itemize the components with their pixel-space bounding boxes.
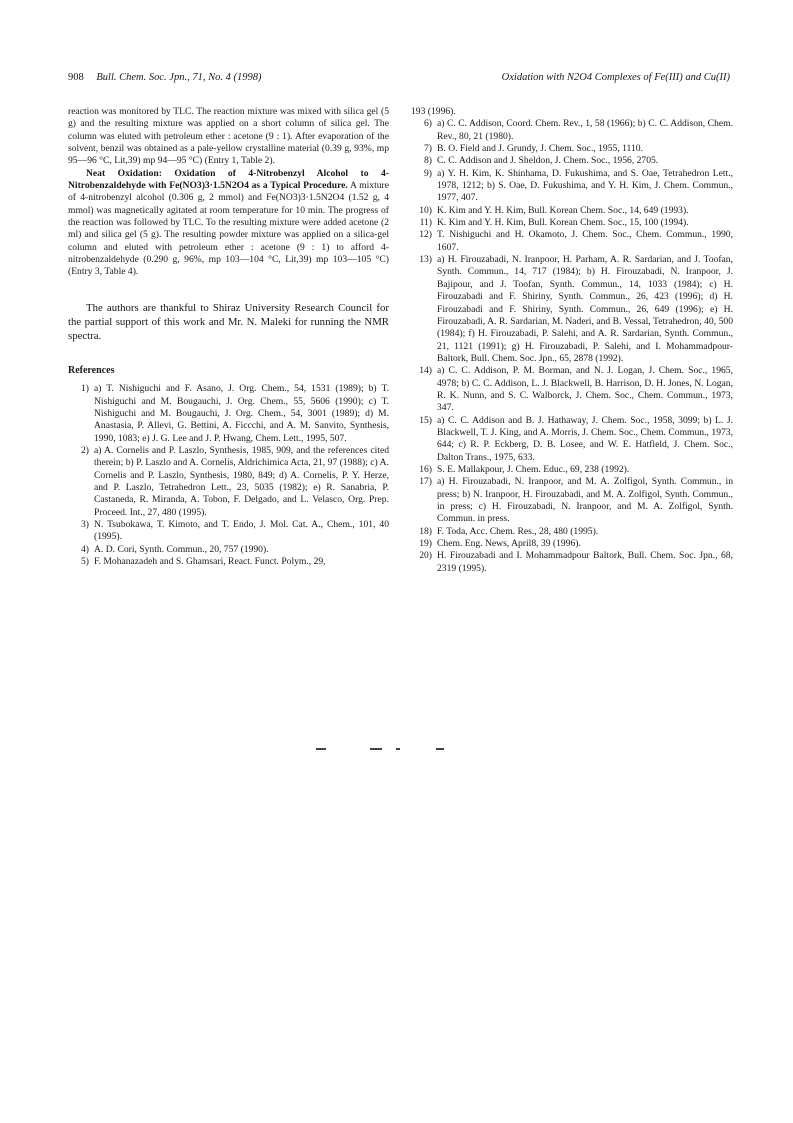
reference-item: [411, 415, 733, 464]
header-left: [68, 72, 261, 83]
reference-item: [68, 544, 389, 556]
left-column: [68, 106, 389, 568]
reference-text: F. Mohanazadeh and S. Ghamsari, React. Funct. Polym., 29,: [94, 555, 326, 567]
reference-number: 1): [81, 383, 89, 395]
reference-number: 10): [419, 204, 432, 216]
reference-number: 7): [424, 143, 432, 155]
reference-text: K. Kim and Y. H. Kim, Bull. Korean Chem. Soc., 15, 100 (1994).: [437, 217, 689, 229]
reference-item: [411, 155, 733, 167]
divider-dash: [396, 748, 400, 750]
reference-text: a) T. Nishiguchi and F. Asano, J. Org. Chem., 54, 1531 (1989); b) T. Nishiguchi and M. Bougauchi, J. Org. Chem., 55, 5606 (1990); c) T. Nishiguchi and M. Bougauchi, J. Org. Chem., 54, 3001 (1989); d) M. Anastasia, P. Allevi, G. Bettini, A. Ficcchi, and A. M. Sanvito, Synthesis, 1990, 1083; e) J. G. Lee and J. P. Hwang, Chem. Lett., 1995, 507.: [94, 383, 389, 444]
reference-item: [411, 143, 733, 155]
reference-item: [411, 254, 733, 365]
reference-number: 9): [424, 167, 432, 179]
reference-number: 6): [424, 118, 432, 130]
right-column: [411, 106, 733, 575]
reference-number: 4): [81, 543, 89, 555]
reference-text: a) A. Cornelis and P. Laszlo, Synthesis, 1985, 909, and the references cited therein; b) P. Laszlo and A. Cornelis, Aldrichimica Acta, 21, 97 (1988); c) A. Cornelis and P. Laszlo, Synthesis, 1980, 849; d) A. Cornelis, P. Y. Herze, and P. Laszlo, Tetrahedron Lett., 23, 5035 (1982); e) R. Sanabria, P. Castaneda, R. Miranda, A. Tobon, F. Delgado, and L. Velasco, Org. Prep. Proceed. Int., 27, 480 (1995).: [94, 444, 389, 518]
reference-text: a) H. Firouzabadi, N. Iranpoor, and M. A. Zolfigol, Synth. Commun., in press; b) N. Iranpoor, H. Firouzabadi, and M. A. Zolfigol, Synth. Commun., in press; c) H. Firouzabadi, N. Iranpoor, and M. A. Zolfigol, Synth. Commun. in press.: [437, 476, 733, 525]
divider-dash: [370, 748, 382, 750]
reference-item: [411, 464, 733, 476]
reference-item: [68, 445, 389, 519]
procedure-body: A mixture of 4-nitrobenzyl alcohol (0.306 g, 2 mmol) and Fe(NO3)3·1.5N2O4 (1.52 g, 4 mmol) was magnetically agitated at room temperature for 10 min. The progress of the reaction was followed by TLC. To the resulting mixture were added acetone (2 ml) and silica gel (5 g). The resulting powder mixture was applied on a silica-gel column and eluted with petroleum ether : acetone (9 : 1) to afford 4-nitrobenzaldehyde (0.290 g, 96%, mp 103—104 °C, Lit,39) mp 103—105 °C) (Entry 3, Table 4).: [68, 180, 389, 278]
page-number: 908: [68, 72, 84, 83]
running-title: Oxidation with N2O4 Complexes of Fe(III) and Cu(II): [501, 72, 730, 83]
reference-text: C. C. Addison and J. Sheldon, J. Chem. Soc., 1956, 2705.: [437, 155, 659, 167]
reference-item: [411, 365, 733, 414]
reference-item: [411, 476, 733, 525]
reference-number: 20): [419, 550, 432, 562]
reference-text: a) C. C. Addison and B. J. Hathaway, J. Chem. Soc., 1958, 3099; b) L. J. Blackwell, T. J. King, and A. Morris, J. Chem. Soc., Chem. Commun., 1973, 644; c) R. P. Eckberg, D. B. Losee, and W. E. Hatfield, J. Chem. Soc., Dalton Trans., 1975, 633.: [437, 414, 733, 463]
reference-text: Chem. Eng. News, April8, 39 (1996).: [437, 538, 581, 550]
reference-item: [411, 217, 733, 229]
reference-text: F. Toda, Acc. Chem. Res., 28, 480 (1995).: [437, 525, 599, 537]
reference-number: 12): [419, 229, 432, 241]
references-list-left: [68, 383, 389, 568]
divider-dash: [436, 748, 444, 750]
reference-text: S. E. Mallakpour, J. Chem. Educ., 69, 238 (1992).: [437, 463, 630, 475]
acknowledgement: The authors are thankful to Shiraz University Research Council for the partial support of this work and Mr. N. Maleki for running the NMR spectra.: [68, 301, 389, 342]
experimental-paragraph-continued: reaction was monitored by TLC. The reaction mixture was mixed with silica gel (5 g) and the resulting mixture was applied on a short column of silica gel. The column was eluted with petroleum ether : acetone (9 : 1). After evaporation of the solvent, benzil was obtained as a pale-yellow crystalline material (0.39 g, 93%, mp 95—96 °C, Lit,39) mp 94—95 °C) (Entry 1, Table 2).: [68, 106, 389, 167]
divider-dash: [316, 748, 326, 750]
reference-continuation: 193 (1996).: [411, 106, 456, 117]
reference-text: a) Y. H. Kim, K. Shinhama, D. Fukushima, and S. Oae, Tetrahedron Lett., 1978, 1212; b) S. Oae, D. Fukushima, and Y. H. Kim, J. Chem. Commun., 1977, 407.: [437, 167, 733, 204]
reference-item: [411, 538, 733, 550]
page-header: [68, 72, 730, 88]
reference-text: a) H. Firouzabadi, N. Iranpoor, H. Parham, A. R. Sardarian, and J. Toofan, Synth. Commun., 14, 717 (1984); b) H. Firouzabadi, N. Iranpoor, J. Bajipour, and J. Toofan, Synth. Commun., 14, 1033 (1984); c) H. Firouzabadi and F. Shiriny, Synth. Commun., 26, 423 (1996); d) H. Firouzabadi and F. Shiriny, Synth. Commun., 26, 649 (1996); e) H. Firouzabadi, A. R. Sardarian, M. Naderi, and B. Vessal, Tetrahedron, 40, 500 (1984); f) H. Firouzabadi, P. Salehi, and A. R. Sardarian, Synth. Commun., 21, 1121 (1991); g) H. Firouzabadi, P. Salehi, and I. Mohammadpour-Baltork, Bull. Chem. Soc. Jpn., 65, 2878 (1992).: [437, 254, 733, 364]
reference-item: [68, 519, 389, 544]
reference-text: H. Firouzabadi and I. Mohammadpour Baltork, Bull. Chem. Soc. Jpn., 68, 2319 (1995).: [437, 550, 733, 574]
reference-number: 15): [419, 414, 432, 426]
reference-item: [68, 383, 389, 445]
reference-text: N. Tsubokawa, T. Kimoto, and T. Endo, J. Mol. Cat. A., Chem., 101, 40 (1995).: [94, 518, 389, 543]
reference-item: [411, 118, 733, 143]
reference-text: a) C. C. Addison, P. M. Borman, and N. J. Logan, J. Chem. Soc., 1965, 4978; b) C. C. Addison, L. J. Blackwell, B. Harrison, D. H. Jones, N. Logan, R. K. Nunn, and S. C. Walborck, J. Chem. Soc., Chem. Commun., 1973, 347.: [437, 365, 733, 414]
journal-citation: Bull. Chem. Soc. Jpn., 71, No. 4 (1998): [96, 72, 262, 83]
reference-number: 8): [424, 155, 432, 167]
neat-oxidation-paragraph: [68, 168, 389, 279]
reference-number: 5): [81, 555, 89, 567]
reference-number: 3): [81, 518, 89, 530]
reference-text: A. D. Cori, Synth. Commun., 20, 757 (1990).: [94, 543, 269, 555]
reference-item: [411, 550, 733, 575]
reference-text: T. Nishiguchi and H. Okamoto, J. Chem. Soc., Chem. Commun., 1990, 1607.: [437, 229, 733, 253]
reference-number: 14): [419, 365, 432, 377]
procedure-heading: Neat Oxidation: Oxidation of 4-Nitrobenzyl Alcohol to 4-Nitrobenzaldehyde with Fe(NO3)3·1.5N2O4 as a Typical Procedure.: [68, 167, 389, 192]
references-heading: References: [68, 364, 115, 376]
references-list-right: [411, 118, 733, 575]
reference-number: 16): [419, 463, 432, 475]
reference-text: a) C. C. Addison, Coord. Chem. Rev., 1, 58 (1966); b) C. C. Addison, Chem. Rev., 80, 21 (1980).: [437, 118, 733, 142]
reference-text: K. Kim and Y. H. Kim, Bull. Korean Chem. Soc., 14, 649 (1993).: [437, 204, 689, 216]
reference-item: [411, 168, 733, 205]
reference-number: 18): [419, 525, 432, 537]
reference-item: [68, 556, 389, 568]
reference-number: 19): [419, 538, 432, 550]
end-of-article-divider: [300, 748, 450, 750]
reference-item: [411, 205, 733, 217]
reference-item: [411, 229, 733, 254]
reference-item: [411, 526, 733, 538]
reference-number: 2): [81, 444, 89, 456]
reference-number: 17): [419, 476, 432, 488]
reference-text: B. O. Field and J. Grundy, J. Chem. Soc., 1955, 1110.: [437, 143, 643, 155]
reference-number: 13): [419, 254, 432, 266]
reference-number: 11): [419, 217, 432, 229]
